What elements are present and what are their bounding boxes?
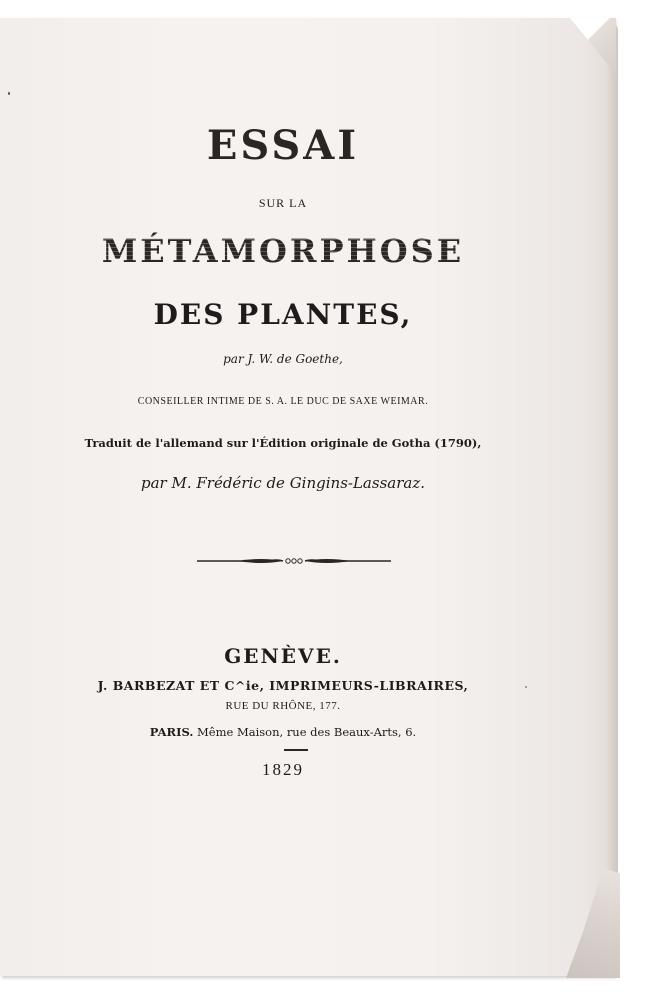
imprint-year: 1829 [262, 760, 304, 779]
translation-note: Traduit de l'allemand sur l'Édition originale de Gotha (1790), [84, 436, 482, 450]
subtitle-sur-la: SUR LA [258, 196, 308, 210]
title: ESSAI [206, 122, 360, 169]
imprint-city: GENÈVE. [224, 644, 342, 668]
speck [8, 92, 10, 95]
imprint-publisher: J. BARBEZAT ET C^ie, IMPRIMEURS-LIBRAIRES, [97, 678, 469, 693]
imprint-address: RUE DU RHÔNE, 177. [225, 700, 341, 712]
title-des-plantes: DES PLANTES, [153, 298, 413, 331]
page-edge [604, 24, 618, 974]
ornament-rule-icon [197, 552, 391, 570]
author-line: par J. W. de Goethe, [223, 352, 343, 366]
title-metamorphose: MÉTAMORPHOSE [101, 232, 465, 270]
imprint-paris-city: PARIS. [149, 725, 194, 739]
author-role: CONSEILLER INTIME DE S. A. LE DUC DE SAXE WEIMAR. [137, 396, 429, 407]
imprint-paris-address: Même Maison, rue des Beaux-Arts, 6. [197, 725, 417, 739]
translator-line: par M. Frédéric de Gingins-Lassaraz. [141, 474, 425, 492]
short-rule [284, 749, 308, 751]
imprint-paris [0, 725, 566, 739]
